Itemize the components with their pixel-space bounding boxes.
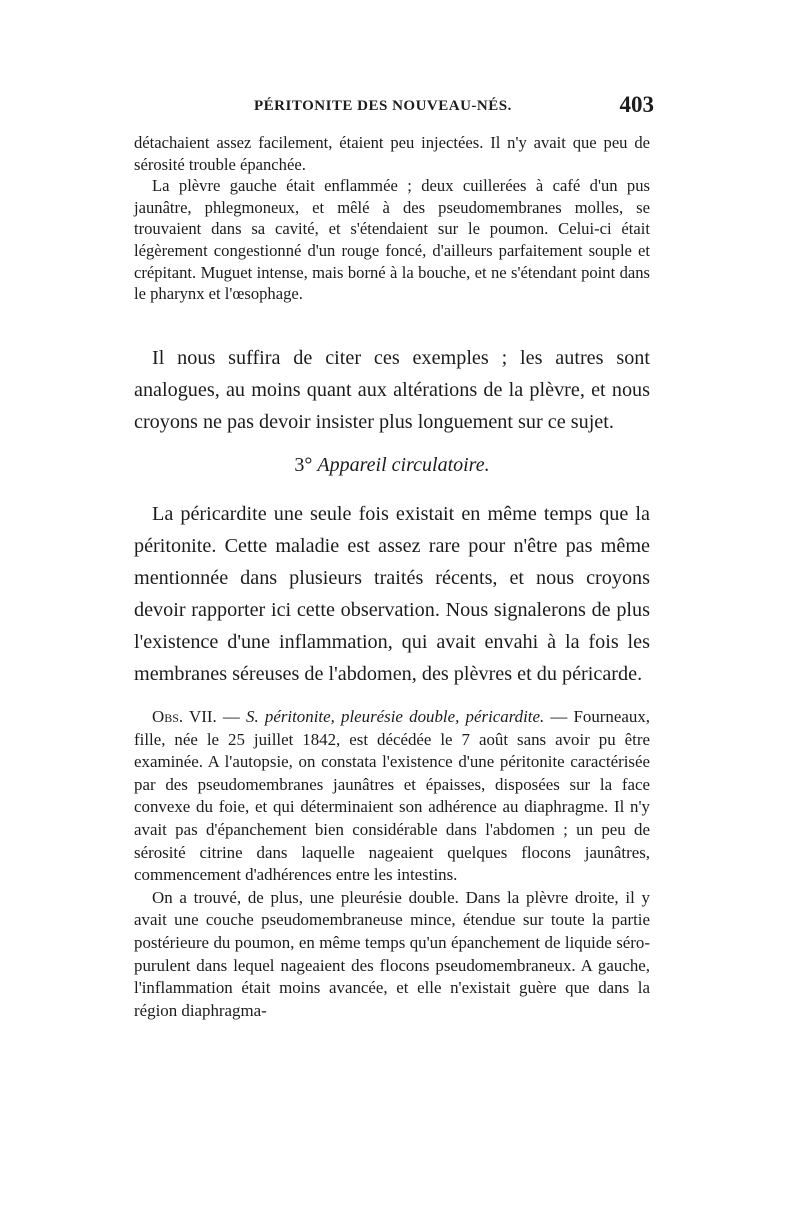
page-number: 403: [619, 92, 654, 117]
running-title: PÉRITONITE DES NOUVEAU-NÉS.: [254, 98, 512, 114]
observation-label: Obs. VII.: [152, 707, 217, 726]
text-block-top: [134, 132, 650, 305]
paragraph-pericarditis: La péricardite une seule fois existait en même temps que la péritonite. Cette maladie est assez rare pour n'être pas même mentionnée dans plusieurs traités récents, et nous croyons devoir rapporter ici cette observation. Nous signalerons de plus l'existence d'une inflammation, qui avait envahi à la fois les membranes séreuses de l'abdomen, des plèvres et du péricarde.: [134, 503, 650, 685]
section-heading: [134, 454, 650, 477]
observation-text-1: — Fourneaux, fille, née le 25 juillet 1842, est décédée le 7 août sans avoir pu être examinée. A l'autopsie, on constata l'existence d'une péritonite caractérisée par des pseudomembranes jaunâtres et épaisses, disposées sur la face convexe du foie, et qui déterminaient son adhérence au diaphragme. Il n'y avait pas d'épanchement bien considérable dans l'abdomen ; un peu de sérosité citrine dans laquelle nageaient quelques flocons jaunâtres, commencement d'adhérences entre les intestins.: [134, 707, 650, 885]
section-title: Appareil circulatoire.: [317, 454, 490, 476]
paragraph-left-pleura: La plèvre gauche était enflammée ; deux cuillerées à café d'un pus jaunâtre, phlegmoneux, et mêlé à des pseudomembranes molles, se trouvaient dans sa cavité, et s'étendaient sur le poumon. Celui-ci était légèrement congestionné d'un rouge foncé, d'ailleurs parfaitement souple et crépitant. Muguet intense, mais borné à la bouche, et ne s'étendant point dans le pharynx et l'œsophage.: [134, 176, 650, 304]
section-number: 3°: [294, 454, 313, 476]
observation-paragraph-1: [134, 706, 650, 887]
paragraph-continuation: détachaient assez facilement, étaient peu injectées. Il n'y avait que peu de sérosité trouble épanchée.: [134, 133, 650, 174]
observation-dash: —: [216, 707, 247, 726]
page-header: [134, 94, 654, 124]
observation-paragraph-2: On a trouvé, de plus, une pleurésie double. Dans la plèvre droite, il y avait une couche pseudomembraneuse mince, étendue sur toute la partie postérieure du poumon, en même temps qu'un épanchement de liquide séro-purulent dans lequel nageaient des flocons pseudomembraneux. A gauche, l'inflammation était moins avancée, et elle n'existait guère que dans la région diaphragma-: [134, 887, 650, 1020]
paragraph-examples: Il nous suffira de citer ces exemples ; les autres sont analogues, au moins quant aux altérations de la plèvre, et nous croyons ne pas devoir insister plus longuement sur ce sujet.: [134, 347, 650, 433]
observation-block: [134, 706, 650, 1022]
observation-title: S. péritonite, pleurésie double, péricardite.: [246, 707, 545, 726]
